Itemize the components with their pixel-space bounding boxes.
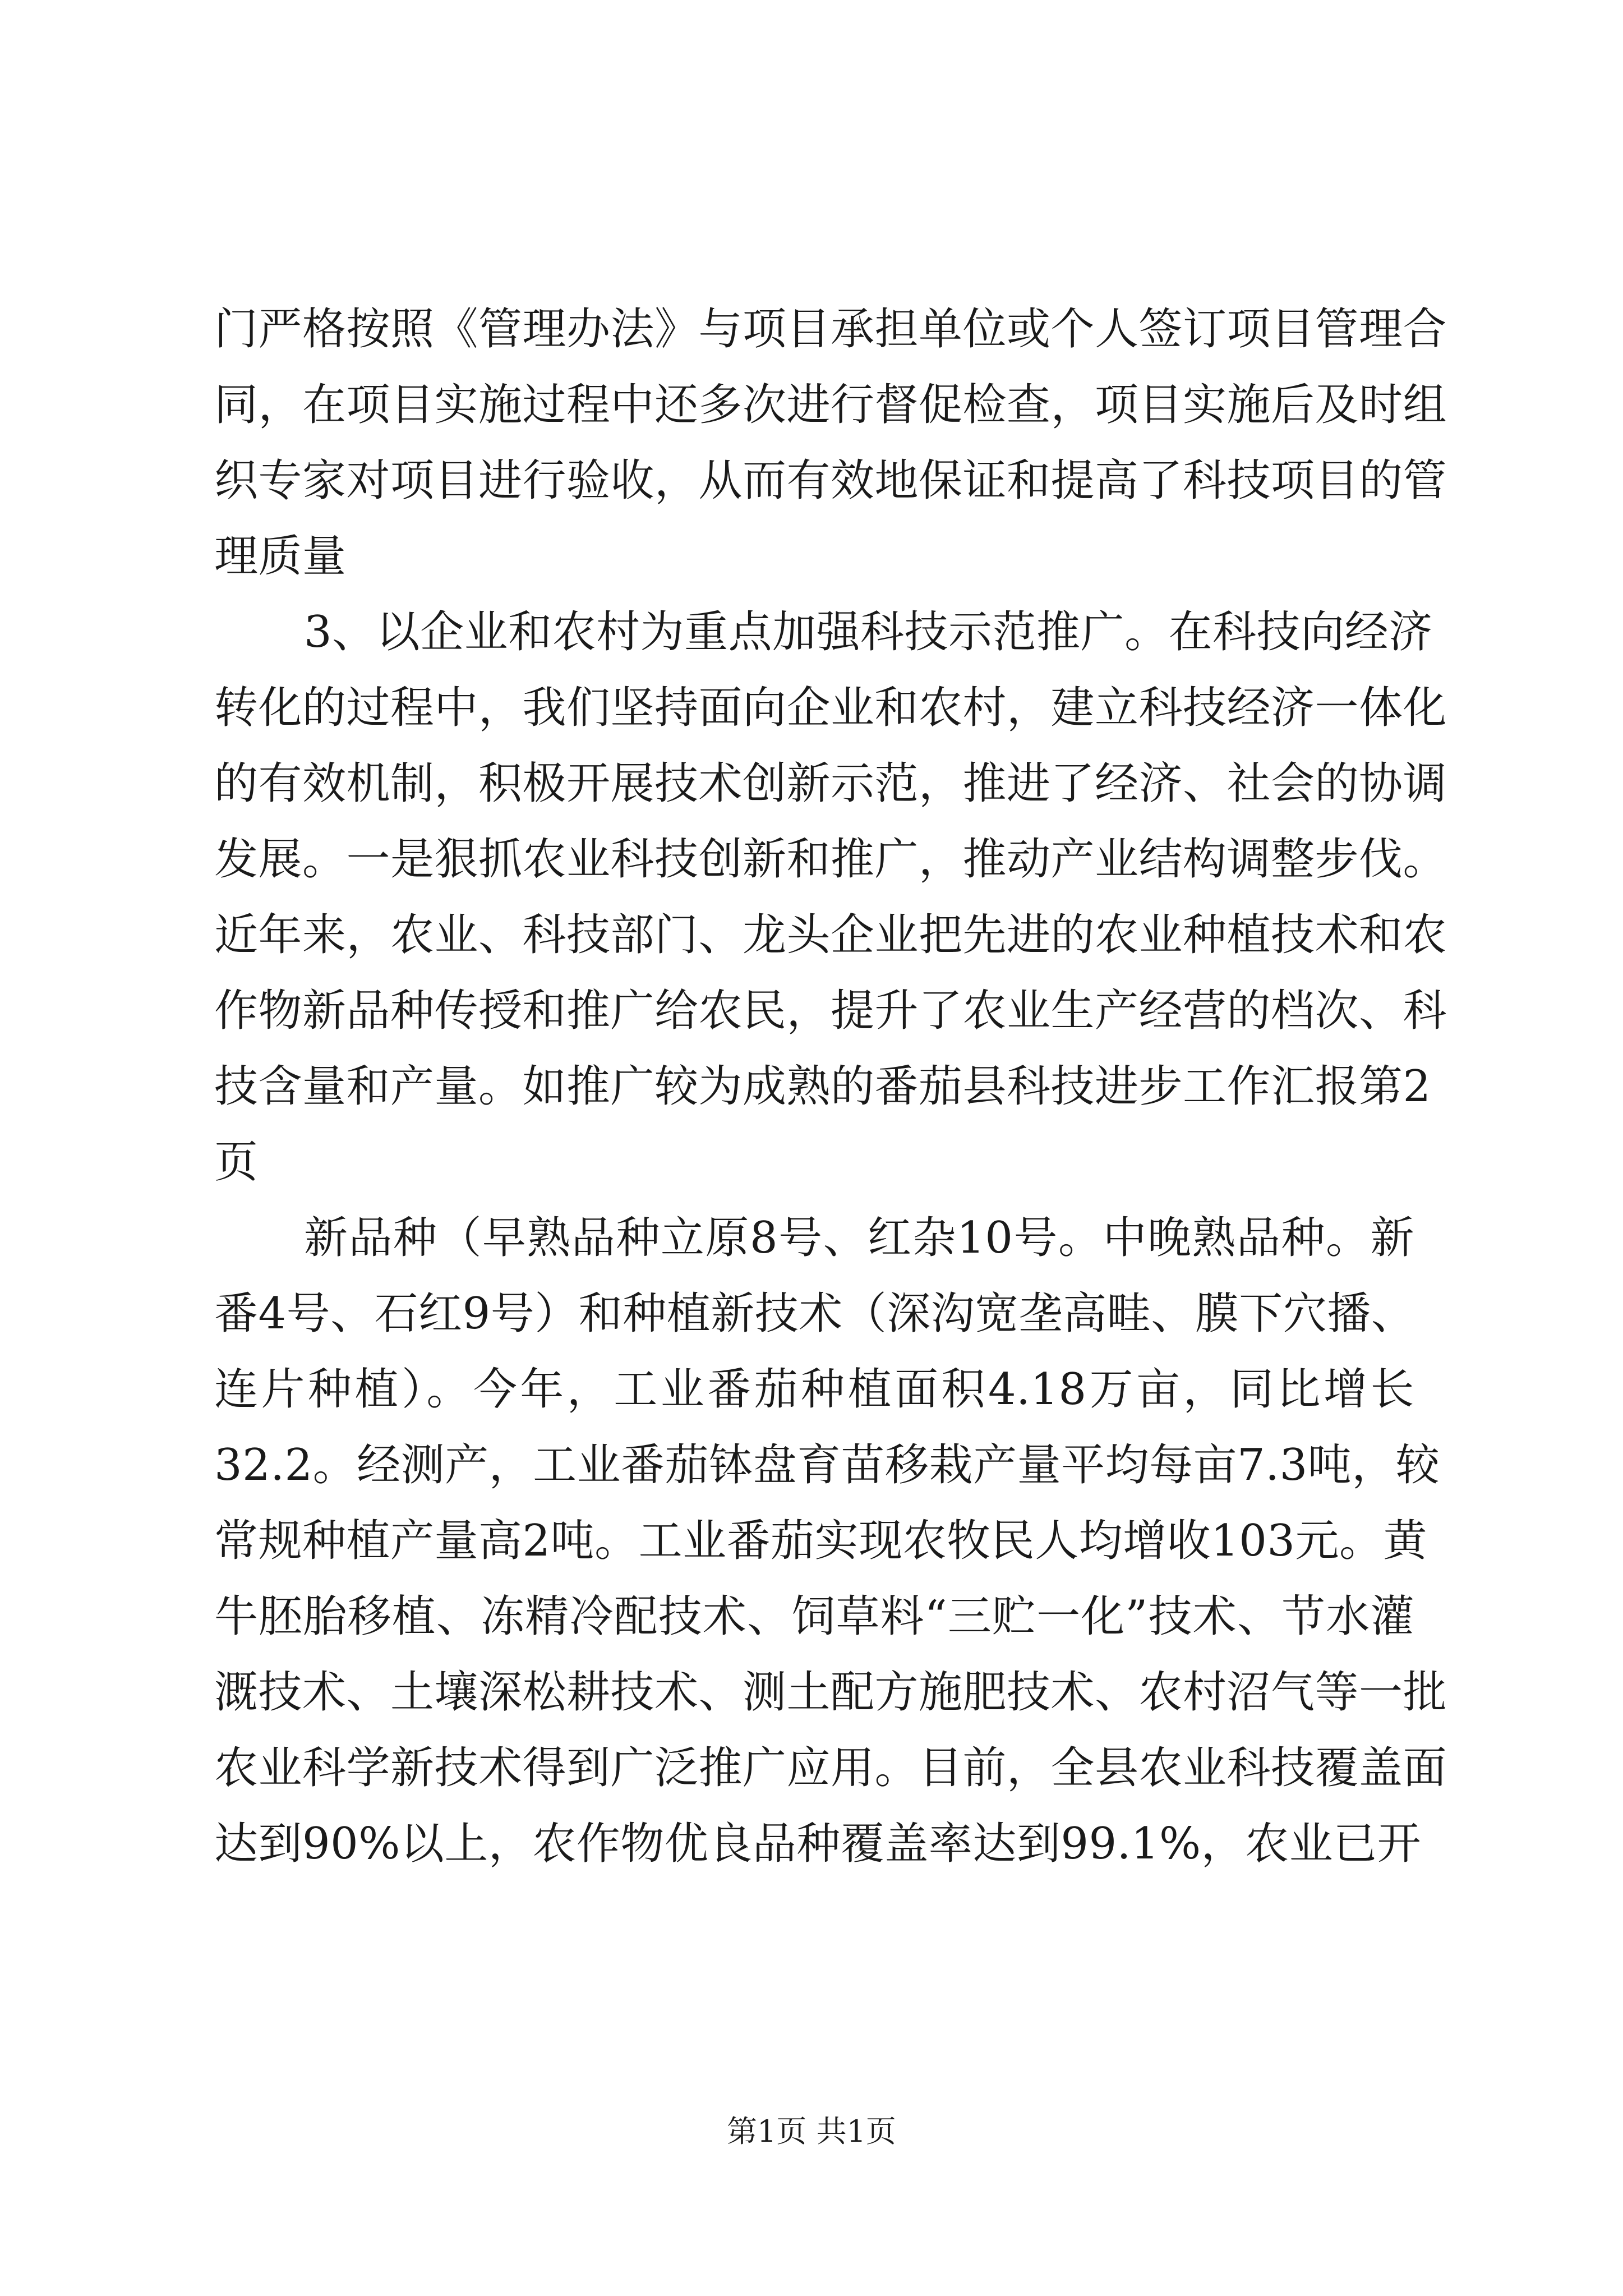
text-line: 技含量和产量。如推广较为成熟的番茄县科技进步工作汇报第2 xyxy=(214,1061,1431,1112)
page-footer: 第1页 共1页 xyxy=(727,2114,896,2149)
text-line: 番4号、石红9号）和种植新技术（深沟宽垄高畦、膜下穴播、 xyxy=(214,1289,1415,1339)
text-line: 农业科学新技术得到广泛推广应用。目前，全县农业科技覆盖面 xyxy=(214,1743,1447,1793)
text-line: 近年来，农业、科技部门、龙头企业把先进的农业种植技术和农 xyxy=(214,910,1447,960)
text-line: 作物新品种传授和推广给农民，提升了农业生产经营的档次、科 xyxy=(214,986,1447,1036)
text-line: 达到90%以上，农作物优良品种覆盖率达到99.1%，农业已开 xyxy=(214,1819,1422,1869)
text-line: 织专家对项目进行验收，从而有效地保证和提高了科技项目的管 xyxy=(214,455,1447,506)
text-line: 发展。一是狠抓农业科技创新和推广，推动产业结构调整步伐。 xyxy=(214,834,1447,885)
text-line: 溉技术、土壤深松耕技术、测土配方施肥技术、农村沼气等一批 xyxy=(214,1667,1447,1718)
text-line: 的有效机制，积极开展技术创新示范，推进了经济、社会的协调 xyxy=(214,758,1447,809)
text-line: 理质量 xyxy=(214,531,347,582)
text-line: 转化的过程中，我们坚持面向企业和农村，建立科技经济一体化 xyxy=(214,683,1447,733)
text-line: 同，在项目实施过程中还多次进行督促检查，项目实施后及时组 xyxy=(214,380,1447,430)
text-line: 常规种植产量高2吨。工业番茄实现农牧民人均增收103元。黄 xyxy=(214,1516,1428,1566)
text-line: 门严格按照《管理办法》与项目承担单位或个人签订项目管理合 xyxy=(214,304,1447,355)
paragraph-start-line: 3、以企业和农村为重点加强科技示范推广。在科技向经济 xyxy=(304,607,1433,657)
text-line: 连片种植）。今年，工业番茄种植面积4.18万亩，同比增长 xyxy=(214,1364,1414,1415)
text-line: 页 xyxy=(214,1137,259,1188)
paragraph-start-line: 新品种（早熟品种立原8号、红杂10号。中晚熟品种。新 xyxy=(304,1213,1414,1263)
text-line: 32.2。经测产，工业番茄钵盘育苗移栽产量平均每亩7.3吨，较 xyxy=(214,1440,1440,1490)
text-line: 牛胚胎移植、冻精冷配技术、饲草料“三贮一化”技术、节水灌 xyxy=(214,1591,1414,1642)
body-text xyxy=(214,292,1447,1882)
